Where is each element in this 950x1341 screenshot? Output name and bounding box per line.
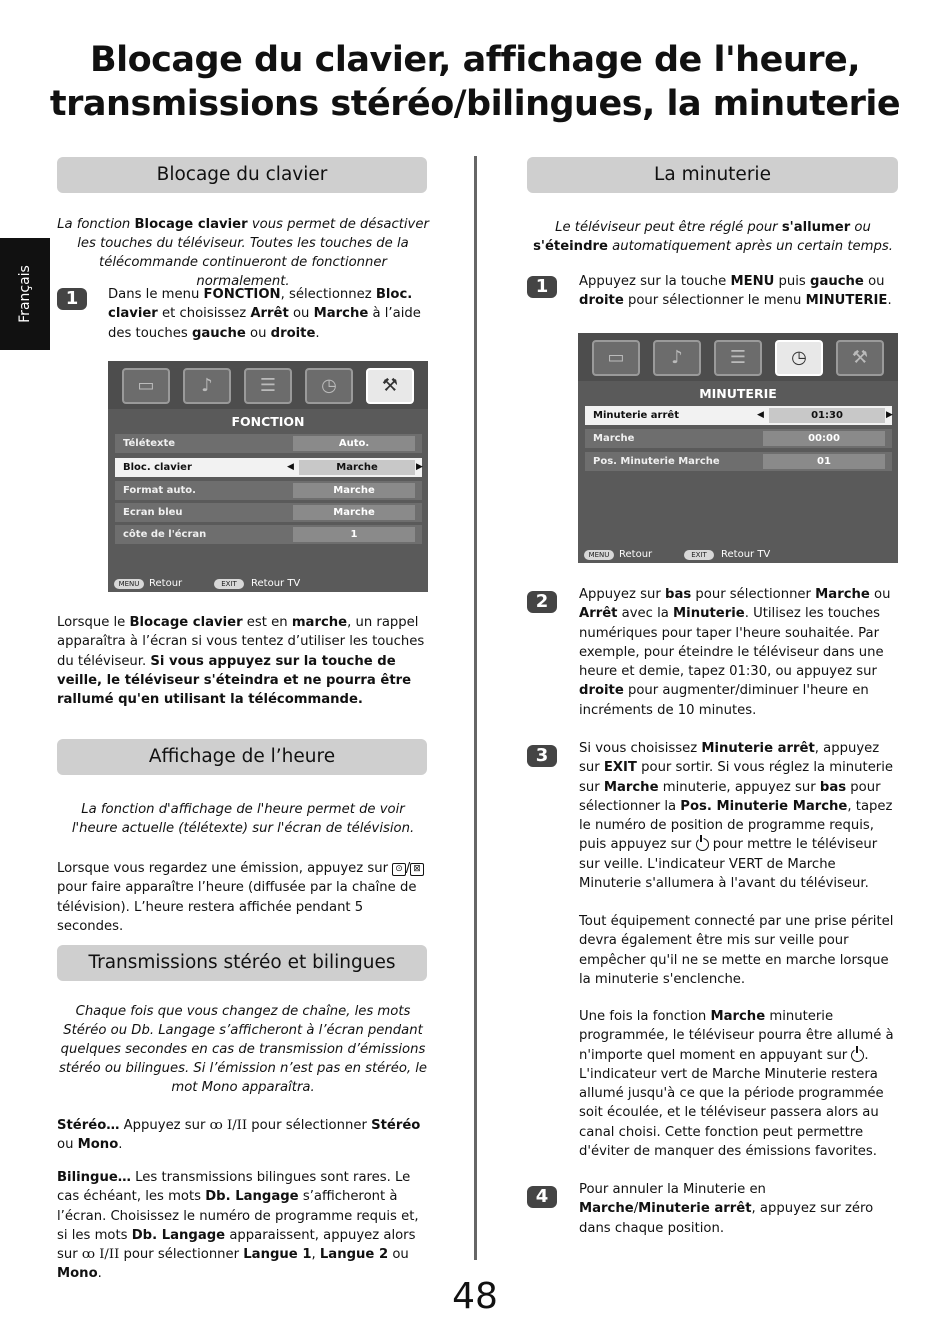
blocage-intro: La fonction Blocage clavier vous permet de désactiver les touches du téléviseur. Toutes les touches de la télécommande continueront de fonctionner normalement. xyxy=(57,217,429,289)
setup-icon: ☰ xyxy=(244,368,292,404)
setup-icon: ☰ xyxy=(714,340,762,376)
menu-title: FONCTION xyxy=(231,414,305,429)
menu-icon-bar xyxy=(578,333,898,381)
peritel-paragraph: Tout équipement connecté par une prise péritel devra également être mis sur veille pour empêcher qu'il ne se mette en marche lorsque la minuterie s'enclenche. xyxy=(579,914,894,987)
page-number: 48 xyxy=(452,1276,498,1317)
step-badge-2: 2 xyxy=(527,591,557,613)
section-heading-blocage: Blocage du clavier xyxy=(57,157,427,193)
fonction-menu-screenshot xyxy=(108,361,428,592)
minuterie-menu-screenshot xyxy=(578,333,898,563)
page-title-line-2: transmissions stéréo/bilingues, la minuterie xyxy=(49,84,901,124)
clock-icon: ◷ xyxy=(775,340,823,376)
step-badge-1-minuterie: 1 xyxy=(527,276,557,298)
section-heading-affichage: Affichage de l’heure xyxy=(57,739,427,775)
menu-row: Pos. Minuterie Marche 01 xyxy=(585,452,892,471)
language-tab-label: Français xyxy=(17,265,33,323)
function-wrench-icon: ⚒ xyxy=(366,368,414,404)
minuterie-step-2-text: Appuyez sur bas pour sélectionner Marche ou Arrêt avec la Minuterie. Utilisez les touches numériques pour taper l'heure souhaitée. Par exemple, pour éteindre le téléviseur dans une heure et demie, tapez 01:30, ou appuyez sur droite pour augmenter/diminuer l'heure en incréments de 10 minutes. xyxy=(579,587,891,718)
menu-row: côte de l'écran 1 xyxy=(115,525,422,544)
text-exit-button-icon: ⊠ xyxy=(410,863,424,876)
dual-sound-button-icon: ꝏ I/II xyxy=(209,1118,248,1133)
power-standby-icon xyxy=(851,1049,864,1062)
sound-icon: ♪ xyxy=(653,340,701,376)
menu-title: MINUTERIE xyxy=(699,386,777,401)
language-tab xyxy=(0,238,50,350)
menu-row: Marche 00:00 xyxy=(585,429,892,448)
minuterie-step-1-text: Appuyez sur la touche MENU puis gauche ou droite pour sélectionner le menu MINUTERIE. xyxy=(579,274,892,309)
clock-icon: ◷ xyxy=(305,368,353,404)
picture-icon: ▭ xyxy=(122,368,170,404)
affichage-intro: La fonction d'affichage de l'heure permet de voir l'heure actuelle (télétexte) sur l'écran de télévision. xyxy=(71,802,415,836)
left-arrow-icon: ◀ xyxy=(757,410,764,420)
step-badge-3: 3 xyxy=(527,745,557,767)
menu-row: Télétexte Auto. xyxy=(115,434,422,453)
menu-row-selected: Minuterie arrêt ◀ 01:30 ▶ xyxy=(585,406,892,425)
dual-sound-button-icon: ꝏ I/II xyxy=(81,1247,120,1263)
stereo-text: Stéréo… Appuyez sur ꝏ I/II pour sélectionner Stéréo ou Mono. xyxy=(57,1118,421,1153)
menu-row: Ecran bleu Marche xyxy=(115,503,422,522)
right-arrow-icon: ▶ xyxy=(886,410,893,420)
page-title xyxy=(0,38,950,126)
right-arrow-icon: ▶ xyxy=(416,462,423,472)
menu-row: Format auto. Marche xyxy=(115,481,422,500)
step-badge-1-blocage: 1 xyxy=(57,288,87,310)
minuterie-step-3-text: Si vous choisissez Minuterie arrêt, appuyez sur EXIT pour sortir. Si vous réglez la minuterie sur Marche minuterie, appuyez sur bas pour sélectionner la Pos. Minuterie Marche, tapez le numéro de position de programme requis, puis appuyez sur pour mettre le téléviseur sur veille. L'indicateur VERT de Marche Minuterie s'allumera à l'avant du téléviseur. xyxy=(579,741,894,892)
page-title-line-1: Blocage du clavier, affichage de l'heure, xyxy=(89,40,861,80)
transmissions-intro: Chaque fois que vous changez de chaîne, les mots Stéréo ou Db. Langage s’afficheront à l’écran pendant quelques secondes en cas de transmission d’émissions stéréo ou bilingues. Si l’émission n’est pas en stéréo, le mot Mono apparaîtra. xyxy=(58,1004,428,1095)
section-heading-transmissions: Transmissions stéréo et bilingues xyxy=(57,945,427,981)
exit-button-icon: EXIT xyxy=(684,550,714,560)
marche-paragraph: Une fois la fonction Marche minuterie programmée, le téléviseur pourra être allumé à n'importe quel moment en appuyant sur . L'indicateur vert de Marche Minuterie restera allumé jusqu'à ce que la période programmée soit écoulée, et le téléviseur passera alors au canal choisi. Cette fonction peut permettre d'éviter de manquer des émissions favorites. xyxy=(579,1009,894,1160)
menu-row-selected: Bloc. clavier ◀ Marche ▶ xyxy=(115,458,422,477)
menu-footer: MENU Retour EXIT Retour TV xyxy=(578,547,898,563)
menu-button-icon: MENU xyxy=(584,550,614,560)
affichage-body-text: Lorsque vous regardez une émission, appuyez sur ⊙ / ⊠ pour faire apparaître l’heure (diffusée par la chaîne de télévision). L’heure restera affichée pendant 5 secondes. xyxy=(57,859,429,936)
bilingue-text: Bilingue… Les transmissions bilingues sont rares. Le cas échéant, les mots Db. Langage s’afficheront à l’écran. Choisissez le numéro de programme requis et, si les mots Db. Langage apparaissent, appuyez alors sur ꝏ I/II pour sélectionner Langue 1, Langue 2 ou Mono. xyxy=(57,1170,419,1282)
sound-icon: ♪ xyxy=(183,368,231,404)
minuterie-intro: Le téléviseur peut être réglé pour s'allumer ou s'éteindre automatiquement après un certain temps. xyxy=(533,220,893,254)
menu-icon-bar xyxy=(108,361,428,409)
minuterie-step-4-text: Pour annuler la Minuterie en Marche/Minuterie arrêt, appuyez sur zéro dans chaque position. xyxy=(579,1182,874,1236)
picture-icon: ▭ xyxy=(592,340,640,376)
menu-button-icon: MENU xyxy=(114,579,144,589)
text-clock-button-icon: ⊙ xyxy=(392,863,406,876)
column-divider xyxy=(474,156,477,1260)
power-standby-icon xyxy=(696,838,709,851)
blocage-step-1-text: Dans le menu FONCTION, sélectionnez Bloc. clavier et choisissez Arrêt ou Marche à l’aide des touches gauche ou droite. xyxy=(108,287,421,341)
exit-button-icon: EXIT xyxy=(214,579,244,589)
left-arrow-icon: ◀ xyxy=(287,462,294,472)
section-heading-minuterie: La minuterie xyxy=(527,157,898,193)
function-wrench-icon: ⚒ xyxy=(836,340,884,376)
step-badge-4: 4 xyxy=(527,1186,557,1208)
blocage-reminder-text: Lorsque le Blocage clavier est en marche, un rappel apparaîtra à l’écran si vous tentez d’utiliser les touches du téléviseur. Si vous appuyez sur la touche de veille, le téléviseur s'éteindra et ne pourra être rallumé qu'en utilisant la télécommande. xyxy=(57,615,425,708)
menu-footer: MENU Retour EXIT Retour TV xyxy=(108,576,428,592)
